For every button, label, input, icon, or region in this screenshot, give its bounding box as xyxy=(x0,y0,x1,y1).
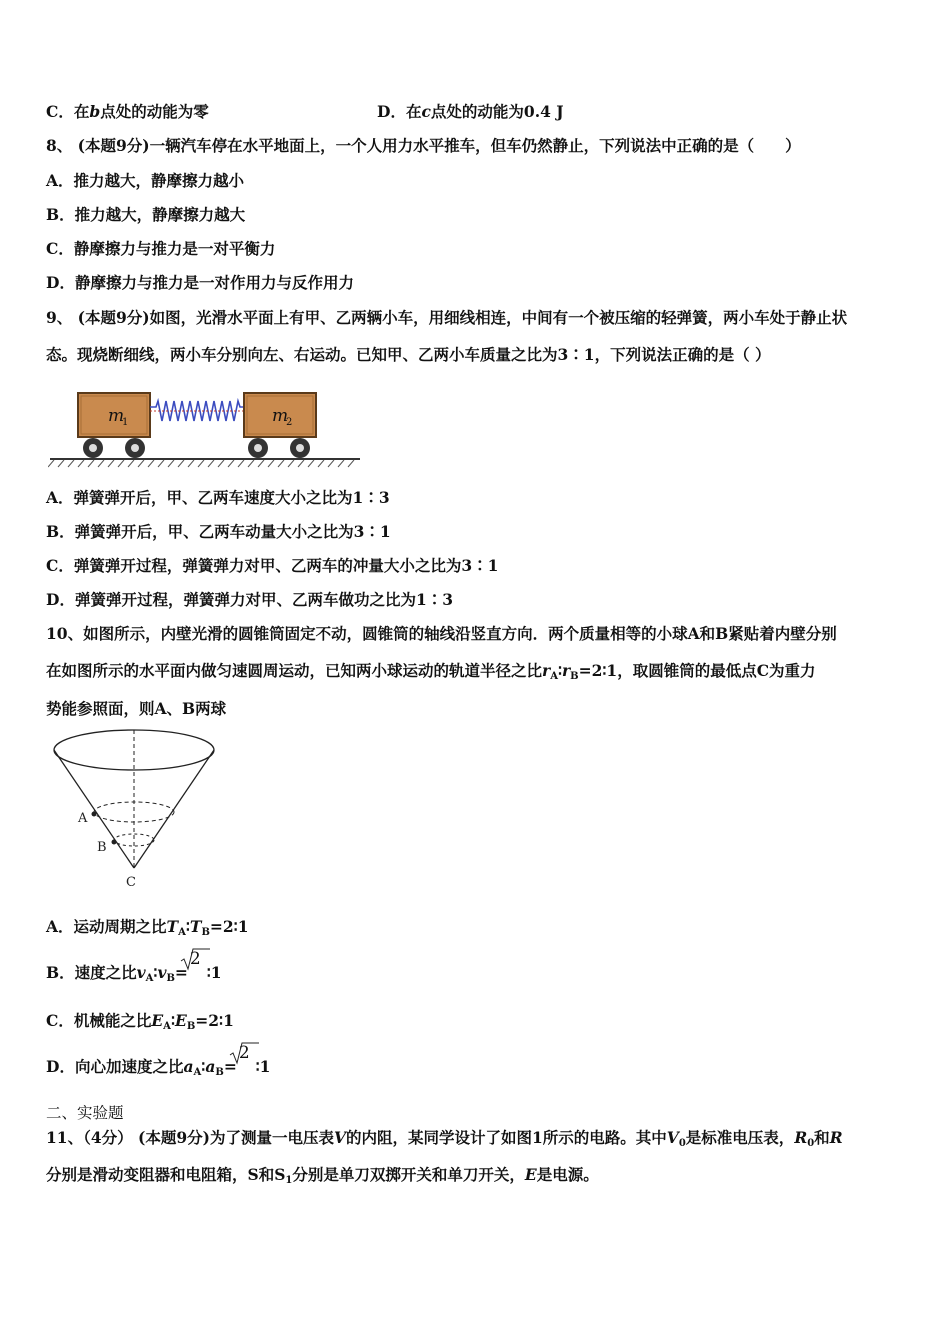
q10-cone-figure xyxy=(50,728,222,892)
q10-option-c: C．机械能之比$E_A∶E_B=2∶1$ xyxy=(46,1011,234,1032)
q8-option-a: A．推力越大，静摩擦力越小 xyxy=(46,171,245,190)
cart-2-label: m xyxy=(272,406,289,426)
q9-option-a: A．弹簧弹开后，甲、乙两车速度大小之比为1∶3 xyxy=(46,488,390,507)
q8-stem: 8、 (本题9分)一辆汽车停在水平地面上，一个人用力水平推车，但车仍然静止，下列说法中正确的是（ ） xyxy=(46,136,801,155)
sqrt-symbol: 2 xyxy=(239,1043,250,1063)
cart-2-label-sub: 2 xyxy=(286,417,293,428)
q7-option-c: C．在b点处的动能为零 xyxy=(46,102,209,121)
sqrt-symbol: 2 xyxy=(190,949,201,969)
label-b: B xyxy=(97,840,107,855)
q10-option-d: D．向心加速度之比$a_A∶a_B=$ 2∶1 xyxy=(46,1043,271,1078)
orbit-a xyxy=(94,802,174,822)
q9-option-b: B．弹簧弹开后，甲、乙两车动量大小之比为3∶1 xyxy=(46,522,391,541)
q10-stem-line3: 势能参照面，则A、B两球 xyxy=(46,699,227,718)
q9-stem-line1: 9、 (本题9分)如图，光滑水平面上有甲、乙两辆小车，用细线相连，中间有一个被压缩的轻弹簧，两小车处于静止状 xyxy=(46,308,848,327)
q9-two-carts-spring-figure xyxy=(48,388,362,468)
cart-1-label: m xyxy=(108,406,125,426)
ball-a xyxy=(92,812,97,817)
cart-1-label-sub: 1 xyxy=(122,417,129,428)
label-c: C xyxy=(126,875,136,890)
spring xyxy=(150,401,244,421)
q11-line1: 11、（4分） (本题9分)为了测量一电压表V的内阻，某同学设计了如图1所示的电路。其中$V_0$是标准电压表，$R_0$和R xyxy=(46,1128,843,1149)
label-a: A xyxy=(78,811,88,826)
q10-option-b: B．速度之比$v_A∶v_B=$ 2∶1 xyxy=(46,949,222,984)
q10-stem-line1: 10、如图所示，内壁光滑的圆锥筒固定不动，圆锥筒的轴线沿竖直方向．两个质量相等的小球A和B紧贴着内壁分别 xyxy=(46,624,837,643)
q9-stem-line2: 态。现烧断细线，两小车分别向左、右运动。已知甲、乙两小车质量之比为3∶1，下列说法正确的是（ ） xyxy=(46,345,771,364)
q11-line2: 分别是滑动变阻器和电阻箱，S和$S_1$分别是单刀双掷开关和单刀开关，E是电源。 xyxy=(46,1165,599,1186)
q8-option-d: D．静摩擦力与推力是一对作用力与反作用力 xyxy=(46,273,354,292)
q10-stem-line2: 在如图所示的水平面内做匀速圆周运动，已知两小球运动的轨道半径之比$r_A∶r_B=2∶1$，取圆锥筒的最低点C为重力 xyxy=(46,661,816,682)
q10-option-a: A．运动周期之比$T_A∶T_B=2∶1$ xyxy=(46,917,249,938)
q7-option-d: D．在c点处的动能为0.4 J xyxy=(377,102,564,121)
ball-b xyxy=(112,840,117,845)
q8-option-c: C．静摩擦力与推力是一对平衡力 xyxy=(46,239,276,258)
q9-option-c: C．弹簧弹开过程，弹簧弹力对甲、乙两车的冲量大小之比为3∶1 xyxy=(46,556,499,575)
cone-rim xyxy=(54,730,214,770)
section-heading: 二、实验题 xyxy=(46,1104,124,1122)
q8-option-b: B．推力越大，静摩擦力越大 xyxy=(46,205,246,224)
q9-option-d: D．弹簧弹开过程，弹簧弹力对甲、乙两车做功之比为1∶3 xyxy=(46,590,454,609)
